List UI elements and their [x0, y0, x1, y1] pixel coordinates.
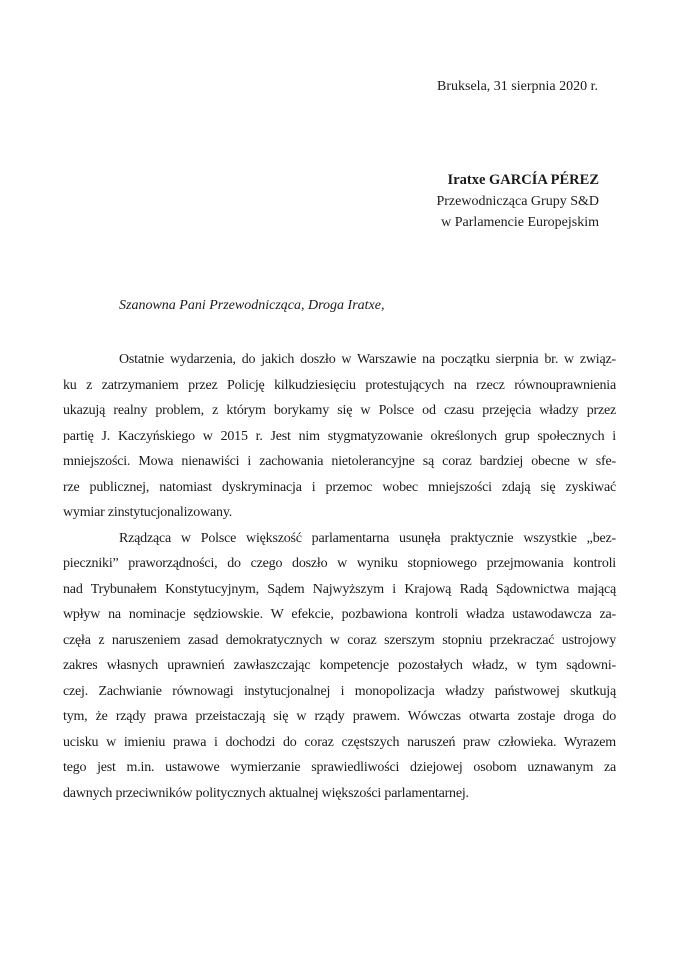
recipient-name: Iratxe GARCÍA PÉREZ [447, 172, 599, 188]
body-line: Rządząca w Polsce większość parlamentarna usunęła praktycznie wszystkie „bez- [119, 530, 616, 546]
recipient-organization: w Parlamencie Europejskim [441, 215, 599, 230]
body-line: mniejszości. Mowa nienawiści i zachowania nietolerancyjne są coraz bardziej obecne w sfe- [63, 454, 616, 469]
body-line: pieczniki” praworządności, do czego doszło w wyniku stopniowego przejmowania kontroli [63, 556, 616, 571]
body-line: ukazują realny problem, z którym borykamy się w Polsce od czasu przejęcia władzy przez [63, 403, 616, 418]
body-line: nad Trybunałem Konstytucyjnym, Sądem Najwyższym i Krajową Radą Sądownictwa mającą [63, 581, 616, 597]
body-line: wymiar zinstytucjonalizowany. [63, 505, 233, 520]
date-line: Bruksela, 31 sierpnia 2020 r. [437, 79, 598, 94]
body-line: wpływ na nominacje sędziowskie. W efekcie, pozbawiona kontroli władza ustawodawcza za- [63, 607, 616, 622]
body-line: częła z naruszeniem zasad demokratycznych w coraz szerszym stopniu przekraczać ustrojowy [63, 632, 616, 648]
paragraph-1 [63, 347, 616, 526]
recipient-title: Przewodnicząca Grupy S&D [436, 194, 599, 209]
recipient-block [436, 170, 599, 233]
body-line: tego jest m.in. ustawowe wymierzanie sprawiedliwości dziejowej osobom uznawanym za [63, 760, 616, 775]
letter-body [63, 347, 616, 806]
body-line: ucisku w imieniu prawa i dochodzi do coraz częstszych naruszeń praw człowieka. Wyrazem [63, 734, 616, 750]
body-line: czej. Zachwianie równowagi instytucjonalnej i monopolizacja władzy państwowej skutkują [63, 683, 616, 699]
salutation: Szanowna Pani Przewodnicząca, Droga Iratxe, [119, 298, 385, 313]
body-line: Ostatnie wydarzenia, do jakich doszło w Warszawie na początku sierpnia br. w związ- [119, 352, 616, 367]
body-line: partię J. Kaczyńskiego w 2015 r. Jest nim stygmatyzowanie określonych grup społecznych i [63, 428, 616, 444]
body-line: rze publicznej, natomiast dyskryminacja i przemoc wobec mniejszości zdają się zyskiwać [63, 479, 616, 495]
body-line: tym, że rządy prawa przeistaczają się w rządy prawem. Wówczas otwarta zostaje droga do [63, 709, 616, 724]
body-line: zakres własnych uprawnień zawłaszczając kompetencje pozostałych władz, w tym sądowni- [63, 658, 616, 673]
body-line: dawnych przeciwników politycznych aktualnej większości parlamentarnej. [63, 785, 469, 801]
paragraph-2 [63, 526, 616, 807]
body-line: ku z zatrzymaniem przez Policję kilkudziesięciu protestujących na rzecz równouprawnienia [63, 377, 616, 393]
